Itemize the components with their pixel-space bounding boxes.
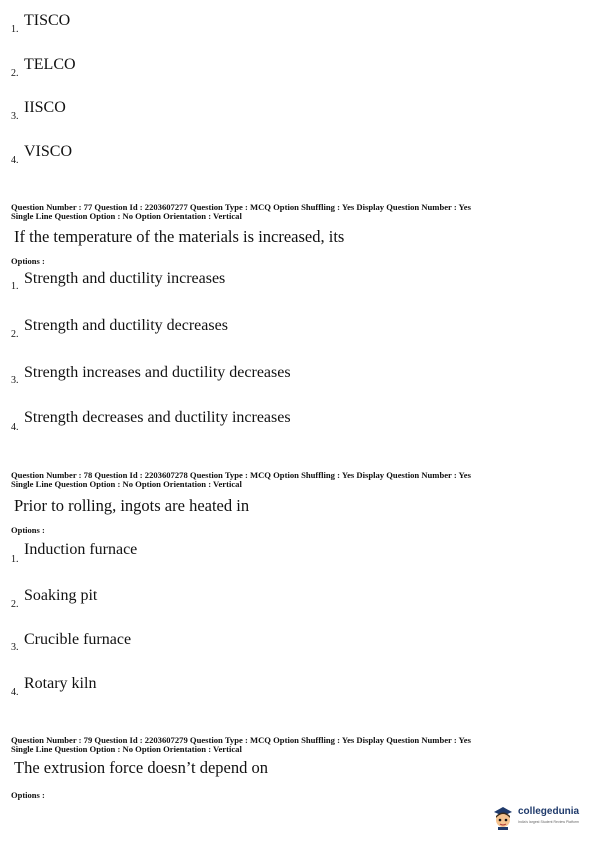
option-text: Strength decreases and ductility increases [24, 409, 291, 426]
question-meta [11, 471, 586, 489]
option-text: TISCO [24, 12, 71, 29]
option-number: 2. [11, 329, 19, 340]
question-meta-line: Question Number : 77 Question Id : 2203607277 Question Type : MCQ Option Shuffling : Yes Display Question Number : Yes [11, 202, 471, 212]
collegedunia-watermark [490, 802, 590, 836]
question-text: If the temperature of the materials is increased, its [14, 227, 345, 246]
question-meta-line: Single Line Question Option : No Option Orientation : Vertical [11, 211, 242, 221]
option-text: VISCO [24, 143, 73, 160]
option-text: Induction furnace [24, 541, 138, 558]
option-2[interactable] [0, 585, 580, 615]
option-number: 3. [11, 111, 19, 122]
student-mascot-icon [492, 804, 514, 830]
option-4[interactable] [0, 673, 580, 703]
question-meta-line: Question Number : 79 Question Id : 2203607279 Question Type : MCQ Option Shuffling : Yes Display Question Number : Yes [11, 735, 471, 745]
question-meta-line: Single Line Question Option : No Option Orientation : Vertical [11, 744, 242, 754]
option-text: IISCO [24, 99, 66, 116]
option-1[interactable] [0, 10, 580, 40]
option-text: Soaking pit [24, 587, 98, 604]
option-number: 4. [11, 155, 19, 166]
question-text: Prior to rolling, ingots are heated in [14, 496, 250, 515]
option-number: 3. [11, 642, 19, 653]
option-number: 2. [11, 599, 19, 610]
option-number: 1. [11, 24, 19, 35]
option-number: 1. [11, 281, 19, 292]
option-4[interactable] [0, 141, 580, 171]
question-meta-line: Single Line Question Option : No Option Orientation : Vertical [11, 479, 242, 489]
option-number: 4. [11, 687, 19, 698]
option-text: Rotary kiln [24, 675, 97, 692]
option-number: 4. [11, 422, 19, 433]
option-3[interactable] [0, 362, 580, 392]
option-number: 1. [11, 554, 19, 565]
option-number: 3. [11, 375, 19, 386]
options-label: Options : [11, 790, 45, 800]
option-4[interactable] [0, 407, 580, 437]
option-text: Strength increases and ductility decreases [24, 364, 291, 381]
question-meta [11, 736, 586, 754]
option-2[interactable] [0, 54, 580, 84]
option-3[interactable] [0, 629, 580, 659]
option-3[interactable] [0, 97, 580, 127]
option-text: TELCO [24, 56, 76, 73]
option-2[interactable] [0, 315, 580, 345]
option-text: Strength and ductility decreases [24, 317, 228, 334]
question-meta-line: Question Number : 78 Question Id : 2203607278 Question Type : MCQ Option Shuffling : Yes Display Question Number : Yes [11, 470, 471, 480]
watermark-tagline: India's largest Student Review Platform [518, 820, 579, 824]
option-1[interactable] [0, 268, 580, 298]
options-label: Options : [11, 256, 45, 266]
question-text: The extrusion force doesn’t depend on [14, 758, 268, 777]
options-label: Options : [11, 525, 45, 535]
option-number: 2. [11, 68, 19, 79]
option-text: Strength and ductility increases [24, 270, 226, 287]
option-1[interactable] [0, 539, 580, 569]
option-text: Crucible furnace [24, 631, 132, 648]
question-meta [11, 203, 586, 221]
watermark-name: collegedunia [518, 806, 580, 817]
